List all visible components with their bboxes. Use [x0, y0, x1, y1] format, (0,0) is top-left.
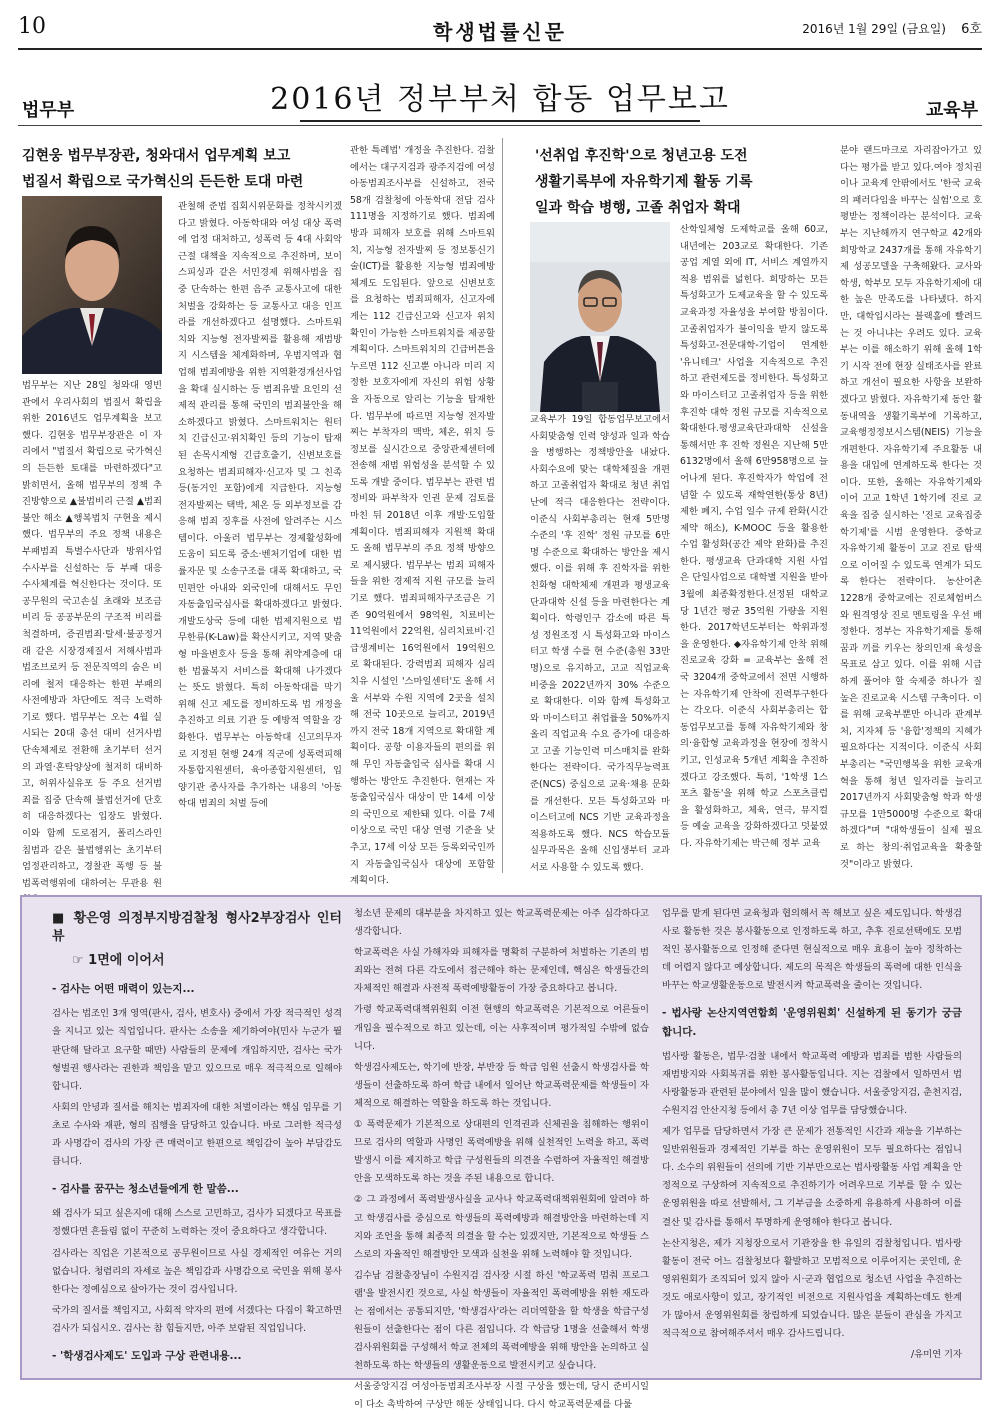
vice-premier-photo [530, 222, 670, 412]
interview-box [20, 895, 982, 1411]
answer-1-p2: 사회의 안녕과 질서를 해치는 범죄자에 대한 처벌이라는 핵심 임무를 기초로 수사와 재판, 형의 집행을 담당하고 있습니다. 바로 그러한 적극성과 사명감이 검사의 가장 큰 매력이고 한편으로 책임감이 높아 부담감도 큽니다. [52, 1101, 342, 1168]
question-1: - 검사는 어떤 매력이 있는지... [52, 983, 195, 996]
continued-note: ☞ 1면에 이어서 [72, 953, 165, 969]
right-subhead-2: 생활기록부에 자유학기제 활동 기록 [535, 174, 753, 190]
interview-mid-p1: 청소년 문제의 대부분을 차지하고 있는 학교폭력문제는 아주 심각하다고 생각합니다. [354, 908, 649, 938]
question-4: - 법사랑 논산지역연합회 '운영위원회' 신설하게 된 동기가 궁금합니다. [662, 1007, 962, 1038]
question-3: - '학생검사제도' 도입과 구상 관련내용... [52, 1349, 242, 1362]
interview-mid-p5: ① 폭력문제가 기본적으로 상대편의 인격권과 신체권을 침해하는 행위이므로 검사의 역할과 사명인 폭력예방을 위해 실천적인 노력을 하고, 폭력발생시 이를 제지하고 학급 구성원들의 의견을 수렴하여 자율적인 해결방안을 모색하도록 하는 것을 주된 내용으로 합니다. [354, 1119, 649, 1185]
minister-photo [22, 196, 162, 374]
answer-2-p1: 왜 검사가 되고 싶은지에 대해 스스로 고민하고, 검사가 되겠다고 목표를 정했다면 흔들림 없이 꾸준히 노력하는 것이 중요하다고 생각합니다. [52, 1208, 342, 1238]
left-article-col-3: 관한 특례법' 개정을 추진한다. 검찰에서는 대구지검과 광주지검에 여성아동범죄조사부를 신설하고, 전국 58개 검찰청에 아동학대 전담 검사 111명을 지정하기로 했다. 범죄예방과 피해자 보호를 위해 스마트워치, 지능형 전자발찌 등 정보통신기술(ICT)를 활용한 지능형 범죄예방체계도 도입된다. 앞으로 신변보호를 요청하는 범죄피해자, 신고자에게는 112 긴급신고와 신고자 위치 확인이 가능한 스마트워치를 제공할 계획이다. 스마트워치의 긴급버튼을 누르면 112 신고뿐 아니라 미리 지정한 보호자에게 자신의 위험 상황을 자동으로 알리는 기능을 탑재한다. 법무부에 따르면 지능형 전자발찌는 부착자의 맥박, 체온, 위치 등 정보를 실시간으로 중앙관제센터에 전송해 재범 위험성을 분석할 수 있도록 개발 중이다. 법무부는 관련 법 정비와 파부착자 인권 문제 검토를 마친 뒤 2018년 이후 개발·도입할 계획이다. 범죄피해자 지원책 확대도 올해 법무부의 주요 정책 방향으로 제시됐다. 법무부는 범죄 피해자들을 위한 경제적 지원 규모를 늘리기로 했다. 범죄피해자구조금은 기존 90억원에서 98억원, 치료비는 11억원에서 22억원, 심리치료비·긴급생계비는 16억원에서 19억원으로 확대된다. 강력범죄 피해자 심리치유 시설인 '스마일센터'도 올해 서울 서부와 수원 지역에 2곳을 설치해 전국 10곳으로 늘리고, 2019년까지 전국 18개 지역으로 확대할 계획이다. 공항 이용자들의 편의를 위해 무인 자동출입국 심사를 확대 시행하는 방안도 추진한다. 현재는 자동출입국심사 대상이 만 14세 이상의 국민으로 제한돼 있다. 이를 7세 이상으로 국민 대상 연령 기준을 낮추고, 17세 이상 모든 등록외국인까지 자동출입국심사 대상에 포함할 계획이다. [350, 145, 495, 887]
left-article-col-1: 법무부는 지난 28일 청와대 영빈관에서 우리사회의 법질서 확립을 위한 2016년도 업무계획을 보고했다. 김현웅 법무부장관은 이 자리에서 "법질서 확립으로 국가혁신의 든든한 토대를 마련하겠다"고 밝히면서, 올해 법무부의 정책 추진방향으로 ▲불법비리 근절 ▲범죄불안 해소 ▲행복법치 구현을 제시했다. 법무부의 주요 정책 내용은 부패범죄 특별수사단과 방위사업수사부를 신설하는 등 부패 대응 수사체계를 혁신한다는 것이다. 또 공무원의 국고손실 초래와 보조금 비리 등 공공부문의 구조적 비리를 척결하며, 증권범죄·탈세·불공정거래 같은 시장경제질서 저해사범과 법조브로커 등 전문직역의 숨은 비리에 철저 대응하는 한편 부패의 사전예방과 차단에도 적극 노력하기로 했다. 법무부는 오는 4월 실시되는 20대 총선 대비 선거사범 단속체제로 전환해 초기부터 선거의 과열·혼탁양상에 철저히 대비하고, 허위사실유포 등 주요 선거범죄를 집중 단속해 불법선거에 단호히 대응하겠다는 입장도 밝혔다. 이와 함께 도로점거, 폴리스라인 침범과 같은 불법행위는 초기부터 엄정관리하고, 경찰관 폭행 등 불법폭력행위에 대하여는 무관용 원 [22, 380, 162, 889]
section-label-left: 법무부 [22, 100, 75, 121]
issue-number: 6호 [961, 22, 982, 37]
answer-4-p1: 법사랑 활동은, 법무·검찰 내에서 학교폭력 예방과 범죄를 범한 사람들의 재범방지와 사회복귀를 위한 봉사활동입니다. 지는 검찰에서 일하면서 법사랑활동과 관련된 분야에서 일을 많이 했습니다. 서울중앙지검, 춘천지검, 수원지검 안산지청 등에서 총 7년 이상 업무를 담당했습니다. [662, 1050, 962, 1116]
section-divider [18, 125, 982, 126]
interview-mid-p8: 서울중앙지검 여성아동범죄조사부장 시절 구상을 했는데, 당시 준비시일이 다소 촉박하여 구상만 해둔 상태입니다. 다시 학교폭력문제를 다룰 [354, 1381, 649, 1411]
reporter-byline: /유미연 기자 [911, 1349, 962, 1361]
interview-right-p1: 업무를 맡게 된다면 교육청과 협의해서 꼭 해보고 싶은 제도입니다. 학생검사로 활동한 것은 봉사활동으로 인정하도록 하고, 추후 진로선택에도 모범적인 봉사활동으로 인정해 준다면 현실적으로 매우 효용이 높아 정착하는데 어렵지 않다고 예상합니다. 제도의 목적은 학생들의 폭력에 대한 인식을 바꾸는 학교생활운동으로 발전시켜 학교폭력을 줄이는 것입니다. [662, 908, 962, 992]
right-subhead-3: 일과 학습 병행, 고졸 취업자 확대 [535, 200, 741, 216]
interview-mid-p3: 가령 학교폭력대책위원회 이전 현행의 학교폭력은 기본적으로 어른들이 개입을 필수적으로 하고 있는데, 이는 사후적이며 평가적일 수밖에 없습니다. [354, 1004, 649, 1052]
right-article-col-1: 교육부가 19일 합동업무보고에서 사회맞춤형 인력 양성과 일과 학습을 병행하는 정책방안을 내놨다. 사회수요에 맞는 대학체질을 개편하고 고졸취업자 확대로 청년 취업난에 적극 대응한다는 전략이다. 이준식 사회부총리는 현재 5만명 수준의 '후 진학' 정원 규모를 6만명 수준으로 확대하는 방안을 제시했다. 이를 위해 후 진학자를 위한 친화형 대학체제 개편과 평생교육단과대학 신설 등을 마련한다는 계획이다. 학령인구 감소에 따른 특성 정원조정 시 특성화고와 마이스터고 학생 수를 현 수준(총원 33만명)으로 유지하고, 고교 직업교육 비중을 2022년까지 30% 수준으로 확대한다. 이와 함께 특성화고와 마이스터고 취업률을 50%까지 올리 직업교육 수요 증가에 대응하고 고졸 기능인력 미스매치를 완화한다는 전략이다. 국가직무능력표준(NCS) 중심으로 교육·채용 문화를 개선한다. 모든 특성화고와 마이스터고에 NCS 기반 교육과정을 적용하도록 했다. NCS 학습모듈 실무과목은 올해 신입생부터 교과서로 사용할 수 있도록 했다. [530, 414, 670, 874]
section-label-right: 교육부 [925, 100, 978, 121]
masthead: 학생법률신문 [433, 20, 567, 44]
page-header [18, 10, 982, 50]
interview-col-2 [354, 905, 649, 1411]
interview-mid-p4: 학생검사제도는, 학기에 반장, 부반장 등 학급 임원 선출시 학생검사를 학생들이 선출하도록 하여 학급 내에서 일어난 학교폭력문제를 학생들이 자체적으로 해결하는 역할을 하도록 하는 것입니다. [354, 1061, 649, 1109]
interview-mid-p7: 김수남 검찰총장님이 수원지검 검사장 시절 하신 '학교폭력 멈춰 프로그램'을 발전시킨 것으로, 사실 학생들이 자율적인 폭력예방을 위한 재도라는 점에서는 공통되지만, '학생검사'라는 리더역할을 할 학생을 학급구성원들이 선출한다는 점이 다른 점입니다. 각 학급당 1명을 선출해서 학생검사위원회를 구성해서 학교 전체의 폭력예방을 위해 방안을 논의하고 실천하도록 하는 학생들의 생활운동으로 발전시키고 싶습니다. [354, 1269, 649, 1372]
interview-mid-p2: 학교폭력은 사실 가해자와 피해자를 명확히 구분하여 처벌하는 기존의 범죄와는 전혀 다른 각도에서 접근해야 하는 문제인데, 핵심은 학생들간의 자체적인 해결과 사전적 폭력예방활동이 가장 중요하다고 봅니다. [354, 947, 649, 995]
interview-col-3 [662, 905, 962, 1372]
right-subheads [535, 143, 835, 221]
interview-mid-p6: ② 그 과정에서 폭력발생사실을 교사나 학교폭력대책위원회에 알려야 하고 학생검사를 중심으로 학생들의 폭력예방과 해결방안을 마련하는데 지지와 조언을 통해 최종적 의결을 할 수는 있겠지만, 기본적으로 학생들 스스로의 자율적인 해결방안 모색과 실천을 위해 노력해야 할 것입니다. [354, 1194, 649, 1260]
column-divider [502, 138, 503, 873]
issue-date: 2016년 1월 29일 (금요일) [802, 22, 946, 36]
left-subhead-1: 김현웅 법무부장관, 청와대서 업무계획 보고 [22, 148, 291, 164]
left-article-col-2: 관철해 준법 집회시위문화를 정착시키겠다고 밝혔다. 아동학대와 여성 대상 폭력에 엄정 대처하고, 성폭력 등 4대 사회악 근절 대책을 지속적으로 추진하며, 보이스피싱과 같은 서민경제 위해사범을 집중 단속하는 한편 음주 교통사고에 대한 처벌을 강화하는 등 교통사고 대응 인프라를 개선하겠다고 설명했다. 스마트워치와 지능형 전자발찌를 활용해 재범방지 시스템을 체계화하며, 우범지역과 협업해 범죄예방을 위한 지역환경개선사업을 확대 실시하는 등 범죄유발 요인의 선제적 관리를 통해 국민의 범죄불안을 해소하겠다고 밝혔다. 스마트워치는 원터치 긴급신고·위치확인 등의 기능이 탑재된 손목시계형 긴급호출기, 신변보호를 요청하는 범죄피해자·신고자 및 그 친족 등(동거인 포함)에게 지급한다. 지능형 전자발찌는 택박, 체온 등 외부정보를 감응해 범죄 징후를 사전에 알려주는 시스템이다. 아울러 법무부는 경제활성화에 도움이 되도록 중소·벤처기업에 대한 법률자문 및 소송구조를 대폭 확대하고, 국민편안 아내와 외국인에 대해서도 무인 자동출입국심사를 확대하겠다고 밝혔다. 개발도상국 등에 대한 법제지원으로 법무한류(K-Law)를 확산시키고, 지역 맞춤형 마을변호사 등을 통해 취약계층에 대한 법률복지 서비스를 확대해 나가겠다는 뜻도 밝혔다. 특히 아동학대를 막기 위해 신고 제도를 정비하도록 법 개정을 추진하고 의료 기관 등 예방적 역할을 강화한다. 법무부는 아동학대 신고의무자로 지정된 현행 24개 직군에 성폭력피해자통합지원센터, 육아종합지원센터, 입양기관 종사자를 추가하는 내용의 '아동학대 범죄의 처벌 등에 [178, 201, 342, 810]
answer-2-p3: 국가의 질서를 책임지고, 사회적 약자의 편에 서겠다는 다짐이 확고하면 검사가 되십시오. 검사는 참 힘들지만, 아주 보람된 직업입니다. [52, 1304, 342, 1334]
answer-2-p2: 검사라는 직업은 기본적으로 공무원이므로 사실 경제적인 여유는 거의 없습니다. 청렴리의 자세로 높은 책임감과 사명감으로 국민을 위해 봉사한다는 정예심으로 살아가는 것이 검사입니다. [52, 1247, 342, 1295]
answer-4-p2: 제가 업무를 담당하면서 가장 큰 문제가 전통적인 시간과 재능을 기부하는 일반위원들과 경제적인 기부를 하는 운영위원이 모두 필요하다는 점입니다. 소수의 위원들이 선의에 기반 기부만으로는 법사랑활동 사업 계획을 안정적으로 구상하여 지속적으로 추진하기가 어려우므로 기부를 할 수 있는 운영위원을 따로 선발해서, 그 기부금을 소중하게 유용하게 사용하여 이를 결산 및 감사를 통해서 투명하게 운영해야 한다고 봅니다. [662, 1126, 962, 1228]
right-article-col-2: 산학일체형 도제학교를 올해 60교, 내년에는 203교로 확대한다. 기존 공업 계열 외에 IT, 서비스 계열까지 적용 범위를 넓힌다. 희망하는 모든 특성화고가 도제교육을 할 수 있도록 교육과정 자율성을 부여할 방침이다. 고졸취업자가 불이익을 받지 않도록 특성화고-전문대학-기업이 연계한 '유니테크' 사업을 지속적으로 추진하고 관련제도를 정비한다. 특성화고와 마이스터고 고졸취업자 등을 위한 후진학 대학 정원 규모를 지속적으로 확대한다.평생교육단과대학 신설을 통해서만 후 진학 정원은 지난해 5만6132명에서 올해 6만958명으로 늘어나게 된다. 후진학자가 학업에 전념할 수 있도록 재학연한(통상 8년) 제한 폐지, 수업 일수 규제 완화(시간 제약 해소), K-MOOC 등을 활용한 수업 활성화(공간 제약 완화)를 추진한다. 평생교육 단과대학 지원 사업은 단일사업으로 대학별 지원을 받아 3월에 최종확정한다.선정된 대학교당 1년간 평균 35억원 가량을 지원한다. 2017학년도부터는 학위과정을 운영한다. ◆자유학기제 안착 위해 진로교육 강화 = 교육부는 올해 전국 3204개 중학교에서 전면 시행하는 자유학기제 안착에 진력투구한다는 각오다. 이준식 사회부총리는 합동업무보고를 통해 자유학기제와 창의·융합형 교육과정을 현장에 정착시키고, 인성교육 5개년 계획을 추진하겠다고 강조했다. 특히, '1학생 1스포츠 활동'을 위해 학교 스포츠클럽을 활성화하고, 체육, 연극, 뮤지컬 등 예술 교육을 강화하겠다고 덧붙였다. 자유학기제는 박근혜 정부 교육 [680, 224, 828, 849]
page-headline: 2016년 정부부처 합동 업무보고 [270, 82, 730, 117]
question-2: - 검사를 꿈꾸는 청소년들에게 한 말씀... [52, 1183, 239, 1196]
right-subhead-1: '선취업 후진학'으로 청년고용 도전 [535, 148, 748, 164]
left-subhead-2: 법질서 확립으로 국가혁신의 든든한 토대 마련 [22, 174, 304, 190]
interview-title: ■ 황은영 의정부지방검찰청 형사2부장검사 인터뷰 [52, 911, 342, 945]
right-article-col-3: 분야 랜드마크로 자리잡아가고 있다는 평가를 받고 있다.여야 정치권이나 교육계 안팎에서도 '한국 교육의 패러다임을 바꾸는 실험'으로 호평받는 정책이라는 분석이다. 교육부는 지난해까지 연구학교 42개와 희망학교 2437개를 통해 자유학기제 성공모델을 구축해왔다. 교사와 학생, 학부모 모두 자유학기제에 대한 높은 만족도를 나타냈다. 하지만, 대학입시라는 블랙홀에 빨려드는 것 아니냐는 우려도 있다. 교육부는 이를 해소하기 위해 올해 1학기 시작 전에 현장 실태조사를 완료하고 개선이 필요한 사항을 보완하겠다고 밝혔다. 자유학기제 동안 활동내역을 생활기록부에 기록하고, 교육행정정보시스템(NEIS) 기능을 개편한다. 자유학기제 주요활동 내용을 대입에 연계하도록 한다는 것이다. 또한, 올해는 자유학기제와 이어 고교 1학년 1학기에 진로 교육을 집중 실시하는 '진로 교육집중학기제'를 시범 운영한다. 중학교 자유학기제 활동이 고교 진로 탐색으로 이어질 수 있도록 연계가 되도록 한다는 전략이다. 농산어촌 1228개 중학교에는 진로체험버스와 원격영상 진로 멘토링을 우선 배정한다. 정부는 자유학기제를 통해 꿈과 끼를 키우는 창의인재 육성을 목표로 삼고 있다. 이를 위해 시급하게 풀어야 할 숙제중 하나가 질 높은 진로교육 시스템 구축이다. 이를 위해 교육부뿐만 아니라 관계부처, 지자체 등 '융합'정책의 지혜가 필요하다는 지적이다. 이준식 사회부총리는 "국민행복을 위한 교육개혁을 통해 청년 일자리를 늘리고 2017년까지 사회맞춤형 학과 학생 규모를 1만5000명 수준으로 확대하겠다"며 "대학생들이 실제 필요로 하는 창의·취업교육을 확충할 것"이라고 밝혔다. [840, 145, 982, 870]
interview-col-1 [52, 907, 342, 1372]
headline-underline [300, 120, 700, 122]
page-number: 10 [18, 14, 46, 39]
answer-1-p1: 검사는 법조인 3개 영역(판사, 검사, 변호사) 중에서 가장 적극적인 성격을 지니고 있는 직업입니다. 판사는 소송을 제기하여야(민사 누군가 뭘 판단해 달라고 요구할 때만) 사람들의 문제에 개입하지만, 검사는 국가형벌권 행사라는 권한과 책임을 맡고 있으므로 매우 적극적으로 일해야 합니다. [52, 1008, 342, 1092]
left-subheads [22, 143, 352, 195]
answer-4-p3: 논산지청은, 제가 지청장으로서 기관장을 한 유일의 검찰청입니다. 법사랑 활동이 전국 어느 검찰청보다 활발하고 모범적으로 이루어지는 곳인데, 운영위원회가 조직되어 있지 않아 시·군과 협업으로 청소년 사업을 추진하는 것도 애로사항이 있고, 장기적인 비전으로 지원사업을 계획하는데도 한계가 많아서 운영위원회를 창립하게 되었습니다. 많은 분들이 관심을 가지고 적극적으로 참여해주셔서 매우 감사드립니다. [662, 1237, 962, 1340]
